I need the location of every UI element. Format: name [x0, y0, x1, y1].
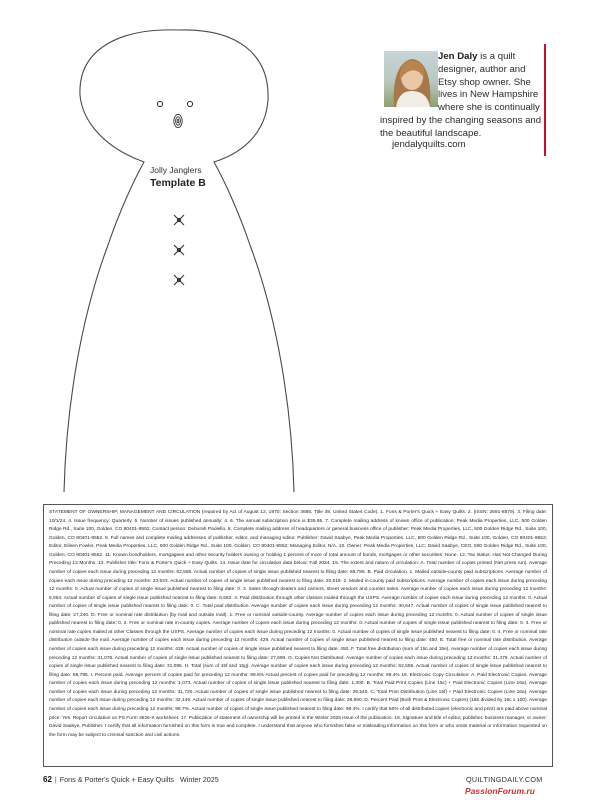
page-number: 62 [43, 775, 52, 784]
button-x-2 [174, 245, 184, 255]
nose-swirl [174, 114, 182, 127]
snowman-outline [64, 30, 294, 492]
footer-website[interactable]: QUILTINGDAILY.COM [466, 775, 543, 784]
footer-left [43, 775, 219, 784]
footer-separator: | [54, 775, 57, 784]
publication-name: Fons & Porter's Quick + Easy Quilts [59, 775, 174, 784]
button-x-3 [174, 275, 184, 285]
right-eye [187, 101, 192, 106]
template-title: Template B [150, 177, 206, 189]
left-eye [157, 101, 162, 106]
issue-date: Winter 2025 [180, 775, 219, 784]
bio-accent-rule [544, 44, 546, 156]
button-x-1 [174, 215, 184, 225]
template-name: Jolly Janglers [150, 165, 202, 175]
author-name: Jen Daly [438, 51, 478, 62]
watermark: PassionForum.ru [465, 786, 535, 796]
author-bio-text: is a quilt designer, author and Etsy shop owner. She lives in New Hampshire where she is continually inspired by the changing seasons and the beautiful landscape. [380, 51, 542, 139]
author-bio [380, 51, 542, 141]
author-website-link[interactable]: jendalyquilts.com [392, 139, 466, 150]
statement-of-ownership: STATEMENT OF OWNERSHIP, MANAGEMENT AND CIRCULATION (required by Act of August 12, 1970: Section 3685, Title 39, United States Code). 1. Fons & Porter's Quick + Easy Quilts. 2. (ISSN: 2691-8579). 3. Filing date: 10/1/24. 4. Issue frequency: Quarterly. 5. Number of issues published annually: 4. 6. The annual subscription price is $39.95. 7. Complete mailing address of known office of publication: Peak Media Properties, LLC, 500 Golden Ridge Rd., Suite 100, Golden, CO 80401-9552. Contact person: Deborah Paolello. 8. Complete mailing address of headquarters or general business office of publisher: Peak Media Properties, LLC, 500 Golden Ridge Rd., Suite 100, Golden, CO 80401-9552. 9. Full names and complete mailing addresses of publisher, editor, and managing editor. Publisher: David Saabye, Peak Media Properties, LLC, 500 Golden Ridge Rd., Suite 100, Golden, CO 80401-9552; Editor, Eileen Fowler, Peak Media Properties, LLC, 500 Golden Ridge Rd., Suite 100, Golden, CO 80401-9552; Managing Editor, N/A. 10. Owner: Peak Media Properties, LLC; David Saabye, CEO, 500 Golden Ridge Rd., Suite 100, Golden, CO 80401-9552. 11. Known bondholders, mortgagees and other security holders owning or holding 1 percent of more of total amount of bonds, mortgages or other securities: None. 12. Tax status: Has Not Changed During Preceding 12 Months. 13. Publisher title: Fons & Porter's Quick + Easy Quilts. 14. Issue date for circulation data below: Fall 2024. 15. The extent and nature of circulation: A. Total number of copies printed (Net press run). Average number of copies each issue during preceding 12 months: 62,555. Actual number of copies of single issue published nearest to filing date: 58,785. B. Paid circulation. 1. Mailed outside-county paid subscriptions. Average number of copies each issue during preceding 12 months: 23,633. Actual number of copies of single issue published nearest to filing date: 20,518. 2. Mailed in-county paid subscriptions. Average number of copies each issue during preceding 12 months: 0. Actual number of copies of single issue published nearest to filing date: 0. 3. Sales through dealers and carriers, street vendors and counter sales. Average number of copies each issue during preceding 12 months: 6,954. Actual number of copies of single issue published nearest to filing date: 6,682. 4. Paid distribution through other classes mailed through the USPS. Average number of copies each issue during preceding 12 months: 0. Actual number of copies of single issue published nearest to filing date: 0. C. Total paid distribution. Average number of copies each issue during preceding 12 months: 30,647. Actual number of copies of single issue published nearest to filing date: 27,240. D. Free or nominal rate distribution (by mail and outside mail). 1. Free or nominal outside-county. Average number of copies each issue during preceding 12 months: 0. Actual number of copies of single issue published nearest to filing date: 0. 2. Free or nominal rate in-county copies. Average number of copies each issue during preceding 12 months: 0. Actual number of copies of single issue published nearest to filing date: 0. 3. Free or nominal rate copies mailed at other Classes through the USPS. Average number of copies each issue during preceding 12 months: 0. Actual number of copies of single issue published nearest to filing date: 0. 4. Free or nominal rate distribution outside the mail. Average number of copies each issue during preceding 12 months: 429. Actual number of copies of single issue published nearest to filing date: 450. E. Total free or nominal rate distribution. Average number of copies each issue during preceding 12 months: 429. Actual number of copies of single issue published nearest to filing date: 450. F. Total free distribution (sum of 15c and 15e). Average number of copies each issue during preceding 12 months: 31,076. Actual number of copies of single issue published nearest to filing date: 27,690. G. Copies Not Distributed. Average number of copies each issue during preceding 12 months: 31,479. Actual number of copies of single issue published nearest to filing date: 31,095. H. Total (sum of 15f and 15g). Average number of copies each issue during preceding 12 months: 62,555. Actual number of copies of single issue published nearest to filing date: 58,785. I. Percent paid. Average percent of copies paid for preceding 12 months: 98.6% Actual percent of copies paid for preceding 12 months: 98.4% 16. Electronic Copy Circulation: A. Paid Electronic Copies. Average number of copies each issue during preceding 12 months: 1,073. Actual number of copies of single issue published nearest to filing date: 1,300. B. Total Paid Print Copies (Line 15c) + Paid Electronic Copies (Line 16a). Average number of copies each issue during preceding 12 months: 31,720. Actual number of copies of single issue published nearest to filing date: 28,540. C. Total Print Distribution (Line 15f) + Paid Electronic Copies (Line 16a). Average number of copies each issue during preceding 12 months: 32,149. Actual number of copies of single issue published nearest to filing date: 28,990. D. Percent Paid (Both Print & Electronic Copies) (16b divided by 16c x 100). Average number of copies each issue during preceding 12 months: 98.7%. Actual number of copies of single issue published nearest to filing date: 98.4%. I certify that 50% of all distributed copies (electronic and print) are paid above nominal price: Yes. Report circulation on PS Form 3526-X worksheet. 17. Publication of statement of ownership will be printed in the Winter 2025 issue of the publication. 18. Signature and title of editor, publisher, business manager, or owner: David Saabye, Publisher. I certify that all information furnished on this form is true and complete. I understand that anyone who furnishes false or misleading information on this form or who omits material or information requested on the form may be subject to criminal sanction and civil actions. [43, 504, 553, 767]
